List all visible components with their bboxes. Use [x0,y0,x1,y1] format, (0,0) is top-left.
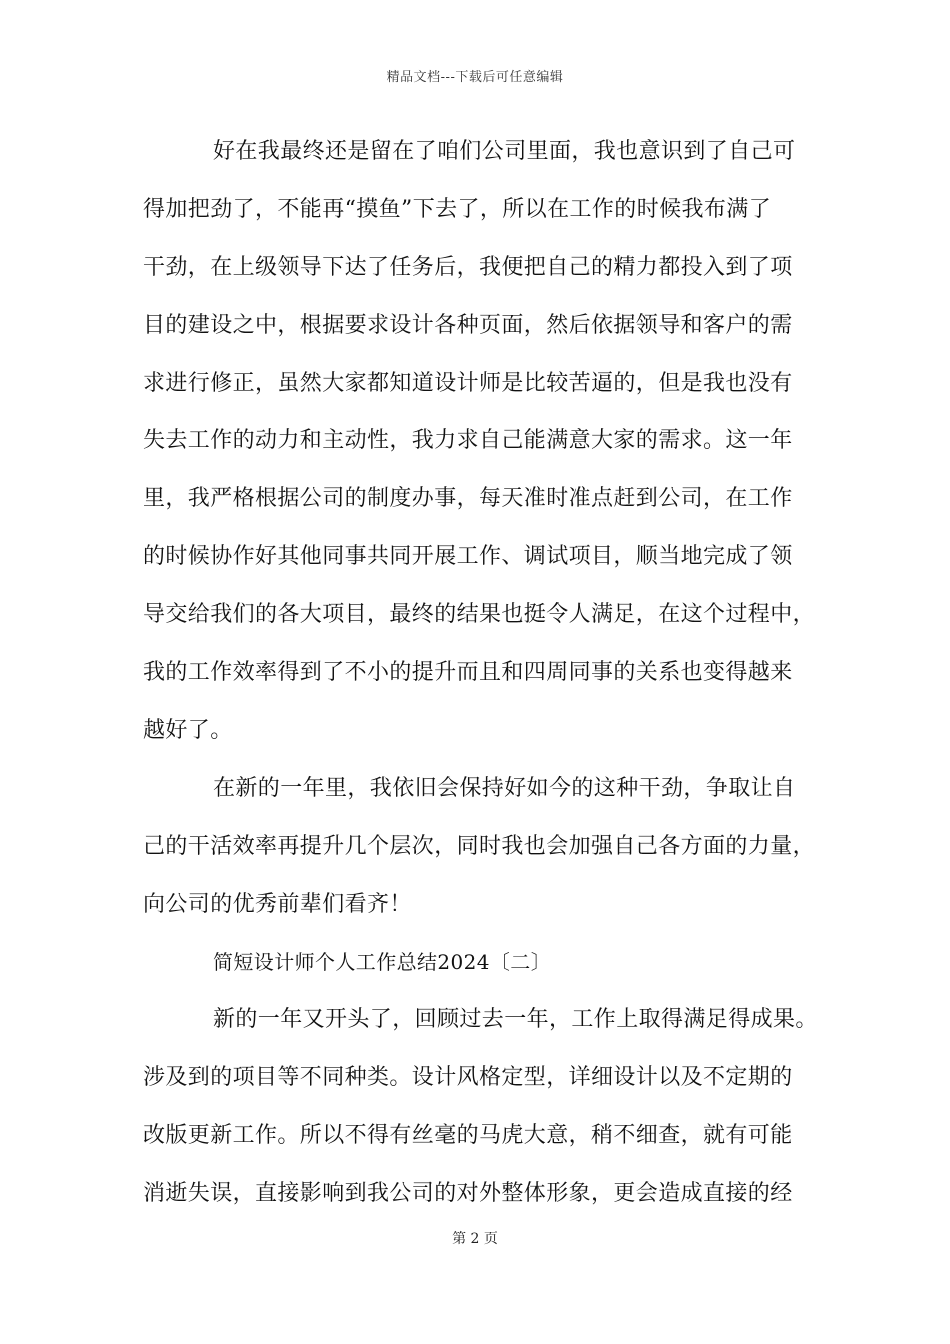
paragraph-line: 越好了。 [143,717,233,743]
paragraph-line: 新的一年又开头了，回顾过去一年，工作上取得满足得成果。 [213,1007,818,1033]
paragraph-line: 干劲，在上级领导下达了任务后，我便把自己的精力都投入到了项 [143,254,793,280]
page-header: 精品文档---下载后可任意编辑 [386,70,564,85]
paragraph-line: 向公司的优秀前辈们看齐！ [143,891,412,917]
paragraph-line: 改版更新工作。所以不得有丝毫的马虎大意，稍不细查，就有可能 [143,1123,793,1149]
paragraph-line: 消逝失误，直接影响到我公司的对外整体形象，更会造成直接的经 [143,1181,793,1207]
paragraph-line: 己的干活效率再提升几个层次，同时我也会加强自己各方面的力量， [143,833,816,859]
paragraph-line: 好在我最终还是留在了咱们公司里面，我也意识到了自己可 [213,139,796,164]
paragraph-line: 涉及到的项目等不同种类。设计风格定型，详细设计以及不定期的 [143,1065,793,1091]
section-heading: 简短设计师个人工作总结2024〔二〕 [213,950,552,975]
paragraph-line: 求进行修正，虽然大家都知道设计师是比较苦逼的，但是我也没有 [143,370,793,396]
document-body [143,132,818,1232]
paragraph-line: 目的建设之中，根据要求设计各种页面，然后依据领导和客户的需 [143,312,793,338]
paragraph-line: 得加把劲了，不能再“摸鱼”下去了，所以在工作的时候我布满了 [143,196,772,222]
paragraph-line: 里，我严格根据公司的制度办事，每天准时准点赶到公司，在工作 [143,486,793,512]
paragraph-line: 导交给我们的各大项目，最终的结果也挺令人满足，在这个过程中， [143,602,816,628]
page-number: 第 2 页 [452,1231,498,1247]
paragraph-line: 我的工作效率得到了不小的提升而且和四周同事的关系也变得越来 [143,660,793,686]
paragraph-line: 在新的一年里，我依旧会保持好如今的这种干劲，争取让自 [213,775,796,801]
paragraph-line: 失去工作的动力和主动性，我力求自己能满意大家的需求。这一年 [143,428,793,454]
paragraph-line: 的时候协作好其他同事共同开展工作、调试项目，顺当地完成了领 [143,544,793,570]
